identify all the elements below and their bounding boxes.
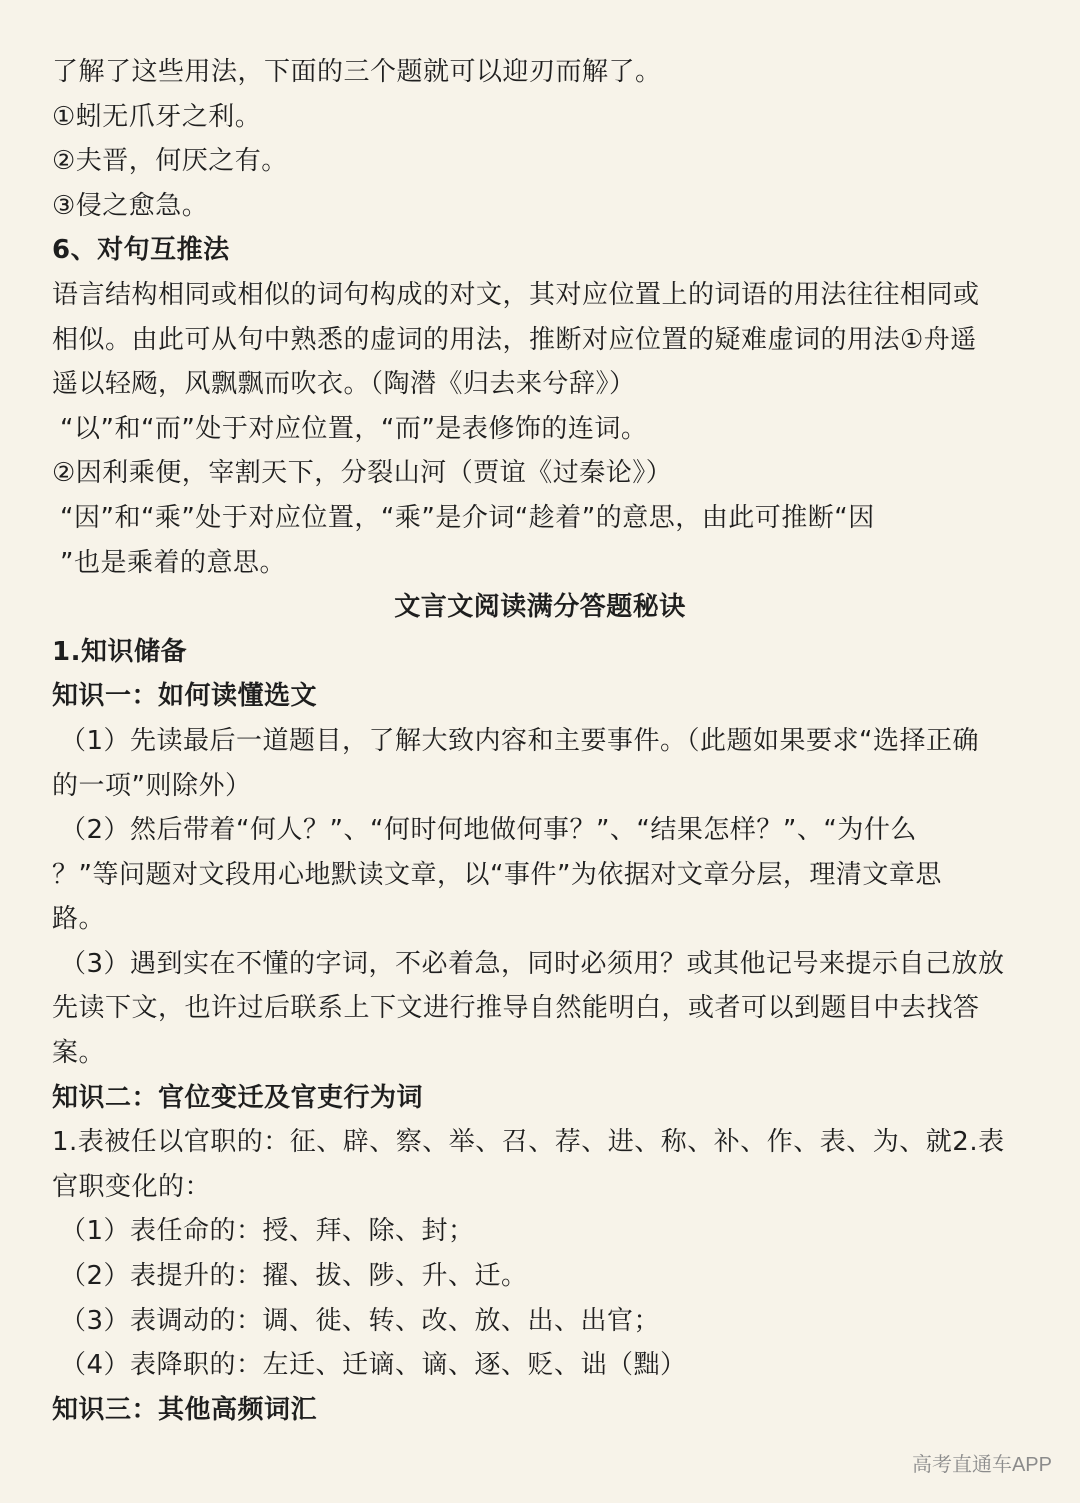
list-item: （3）表调动的：调、徙、转、改、放、出、出官； xyxy=(60,1305,661,1336)
text-line: （3）遇到实在不懂的字词，不必着急，同时必须用？或其他记号来提示自己放放 xyxy=(60,948,1005,979)
example-line: ②夫晋，何厌之有。 xyxy=(52,146,288,177)
example-line: ③侵之愈急。 xyxy=(52,190,209,221)
page-title: 文言文阅读满分答题秘诀 xyxy=(394,592,686,623)
text-line: ”也是乘着的意思。 xyxy=(60,547,286,578)
text-line: 了解了这些用法，下面的三个题就可以迎刃而解了。 xyxy=(52,57,662,87)
text-line: 相似。由此可从句中熟悉的虚词的用法，推断对应位置的疑难虚词的用法①舟遥 xyxy=(52,324,977,355)
example-line: ①蚓无爪牙之利。 xyxy=(52,101,262,132)
text-line: 1.表被任以官职的：征、辟、察、举、召、荐、进、称、补、作、表、为、就2.表 xyxy=(52,1127,1005,1158)
text-line: “因”和“乘”处于对应位置，“乘”是介词“趁着”的意思，由此可推断“因 xyxy=(60,502,875,533)
watermark: 高考直通车APP xyxy=(911,1454,1052,1476)
list-item: （4）表降职的：左迁、迁谪、谪、逐、贬、诎（黜） xyxy=(60,1350,687,1381)
text-line: “以”和“而”处于对应位置，“而”是表修饰的连词。 xyxy=(60,413,648,444)
subsection-heading: 知识二：官位变迁及官吏行为词 xyxy=(52,1082,424,1113)
text-line: 路。 xyxy=(52,904,106,935)
subsection-heading: 知识三：其他高频词汇 xyxy=(52,1394,318,1425)
subsection-heading: 知识一：如何读懂选文 xyxy=(52,681,318,712)
text-line: 官职变化的： xyxy=(52,1171,212,1202)
section-heading: 1.知识储备 xyxy=(52,636,187,667)
text-line: 的一项”则除外） xyxy=(52,770,252,801)
list-item: （1）表任命的：授、拜、除、封； xyxy=(60,1216,475,1247)
section-heading: 6、对句互推法 xyxy=(52,235,230,266)
document-body xyxy=(52,50,1028,1432)
example-line: ②因利乘便，宰割天下，分裂山河（贾谊《过秦论》） xyxy=(52,458,673,489)
list-item: （2）表提升的：擢、拔、陟、升、迁。 xyxy=(60,1261,528,1292)
text-line: 先读下文，也许过后联系上下文进行推导自然能明白，或者可以到题目中去找答 xyxy=(52,993,980,1024)
text-line: ？”等问题对文段用心地默读文章，以“事件”为依据对文章分层，理清文章思 xyxy=(52,859,942,890)
text-line: （1）先读最后一道题目，了解大致内容和主要事件。（此题如果要求“选择正确 xyxy=(60,725,980,756)
text-line: 遥以轻飏，风飘飘而吹衣。（陶潜《归去来兮辞》） xyxy=(52,369,636,400)
text-line: 案。 xyxy=(52,1038,106,1069)
text-line: 语言结构相同或相似的词句构成的对文，其对应位置上的词语的用法往往相同或 xyxy=(52,279,980,310)
text-line: （2）然后带着“何人？”、“何时何地做何事？”、“结果怎样？”、“为什么 xyxy=(60,815,917,846)
